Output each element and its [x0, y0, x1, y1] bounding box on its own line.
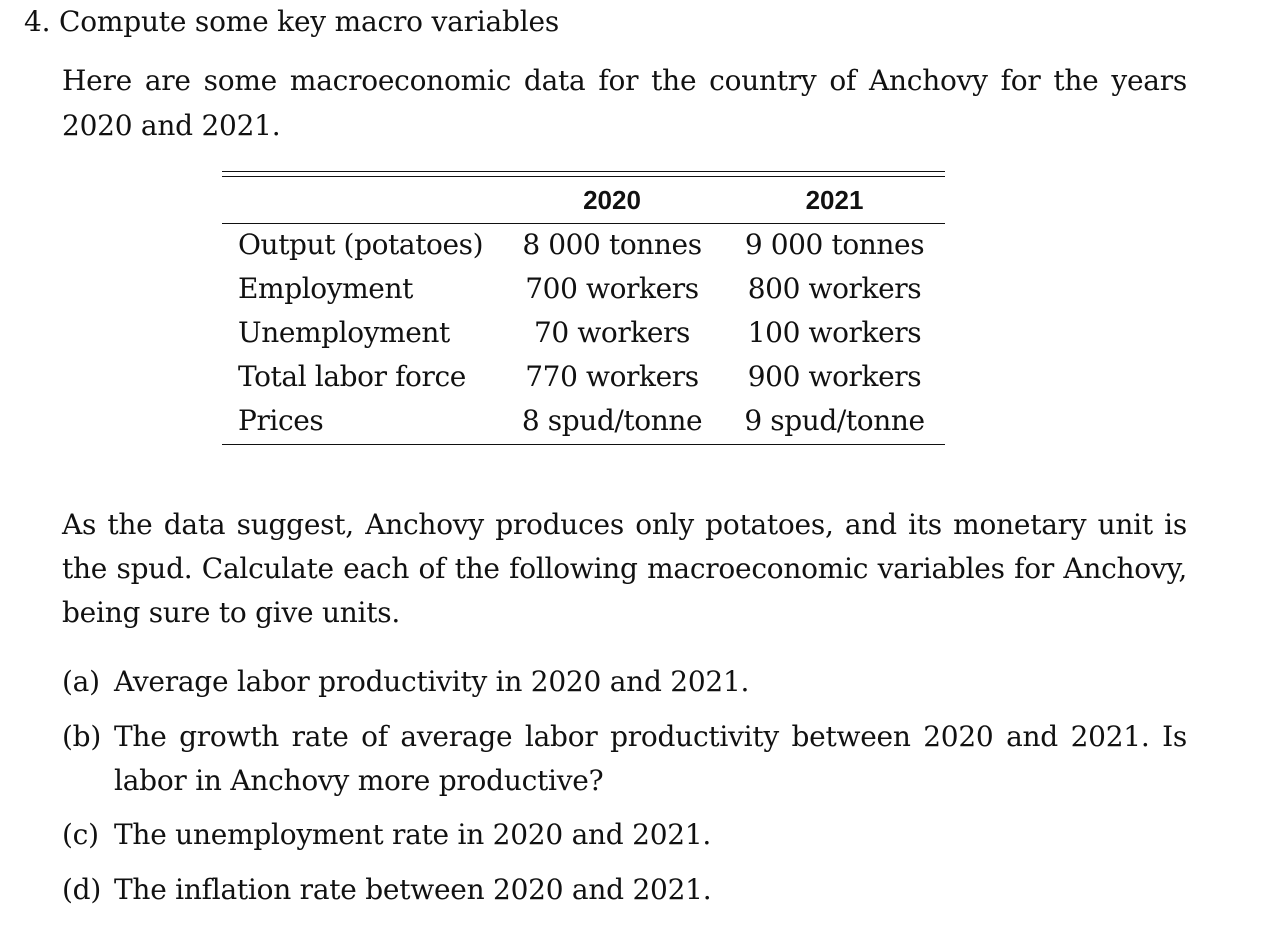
question-marker: (a) — [62, 665, 100, 698]
question-text: The growth rate of average labor productivity between 2020 and 2021. Is labor in Anchovy more productive? — [114, 720, 1187, 797]
question-marker: (d) — [62, 873, 102, 906]
column-header-2020: 2020 — [583, 185, 641, 215]
table-row — [222, 267, 945, 311]
cell-2020: 770 workers — [525, 360, 699, 393]
cell-2021: 900 workers — [747, 360, 922, 393]
question-item-d — [62, 868, 1187, 912]
cell-2021: 100 workers — [747, 316, 922, 349]
table-row — [222, 223, 945, 267]
table-row — [222, 399, 945, 443]
cell-2021: 9 000 tonnes — [744, 228, 925, 261]
cell-2020: 8 000 tonnes — [522, 228, 702, 261]
table-bottom-rule — [222, 444, 945, 445]
cell-2020: 8 spud/tonne — [521, 404, 703, 437]
question-text: The unemployment rate in 2020 and 2021. — [114, 818, 712, 851]
cell-2020: 700 workers — [525, 272, 699, 305]
table-top-rule — [222, 171, 945, 172]
row-label: Prices — [238, 404, 324, 437]
question-marker: (b) — [62, 720, 102, 753]
question-item-a — [62, 660, 1187, 704]
cell-2021: 800 workers — [747, 272, 922, 305]
question-text: The inflation rate between 2020 and 2021. — [114, 873, 712, 906]
question-text: Average labor productivity in 2020 and 2021. — [114, 665, 750, 698]
instructions-paragraph: As the data suggest, Anchovy produces only potatoes, and its monetary unit is the spud. Calculate each of the following macroeconomic variables for Anchovy, being sure to give units. — [62, 508, 1187, 629]
question-marker: (c) — [62, 818, 99, 851]
table-row — [222, 355, 945, 399]
cell-2020: 70 workers — [533, 316, 691, 349]
intro-text: Here are some macroeconomic data for the country of Anchovy for the years 2020 and 2021. — [62, 64, 1187, 142]
cell-2021: 9 spud/tonne — [744, 404, 925, 437]
table-row — [222, 311, 945, 355]
table-top-rule-inner — [222, 176, 945, 177]
row-label: Total labor force — [238, 360, 466, 393]
column-header-2021: 2021 — [805, 185, 864, 215]
problem-heading: 4. Compute some key macro variables — [24, 5, 560, 38]
row-label: Output (potatoes) — [238, 228, 484, 261]
row-label: Unemployment — [238, 316, 450, 349]
question-item-c — [62, 813, 1187, 857]
question-item-b — [62, 715, 1187, 803]
row-label: Employment — [238, 272, 413, 305]
